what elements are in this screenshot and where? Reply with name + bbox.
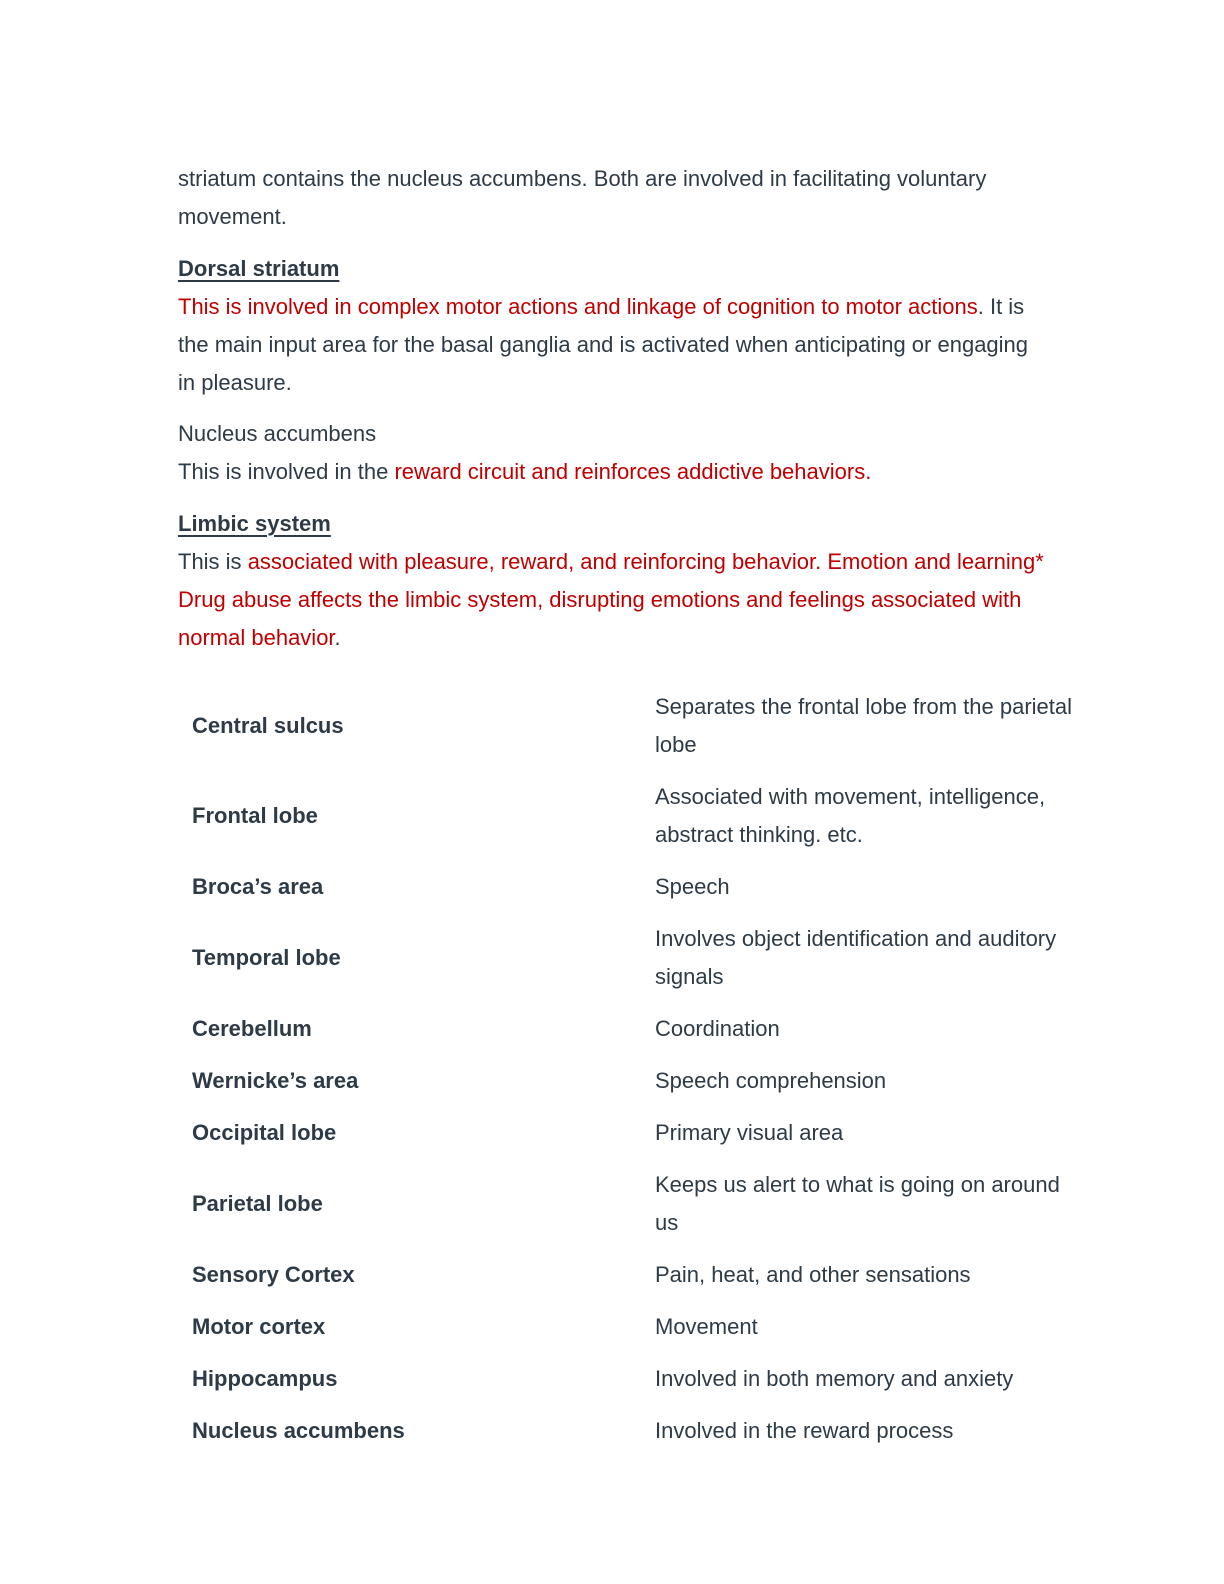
table-row (178, 1003, 1102, 1055)
term-cell: Hippocampus (192, 1366, 338, 1391)
term-cell: Sensory Cortex (192, 1262, 355, 1287)
nucleus-accumbens-dark-text: This is involved in the (178, 459, 395, 484)
definition-cell: Speech (655, 874, 730, 899)
table-row (178, 1055, 1102, 1107)
definition-cell: Pain, heat, and other sensations (655, 1262, 971, 1287)
definition-cell: Involves object identification and auditory signals (655, 926, 1057, 989)
definition-cell: Involved in the reward process (655, 1418, 954, 1443)
limbic-system-red-text: associated with pleasure, reward, and reinforcing behavior. Emotion and learning* Drug abuse affects the limbic system, disrupting emotions and feelings associated with normal behavior (178, 549, 1044, 650)
definition-cell: Movement (655, 1314, 758, 1339)
definition-cell: Speech comprehension (655, 1068, 887, 1093)
definition-cell: Primary visual area (655, 1120, 844, 1145)
brain-regions-table (178, 681, 1102, 1457)
definition-cell: Associated with movement, intelligence, abstract thinking. etc. (655, 784, 1046, 847)
term-cell: Motor cortex (192, 1314, 326, 1339)
term-cell: Broca’s area (192, 874, 324, 899)
limbic-system-dark-lead: This is (178, 549, 248, 574)
table-row (178, 1107, 1102, 1159)
term-cell: Nucleus accumbens (192, 1418, 405, 1443)
nucleus-accumbens-title: Nucleus accumbens (178, 421, 377, 446)
intro-text: striatum contains the nucleus accumbens. Both are involved in facilitating voluntary movement. (178, 166, 987, 229)
table-row (178, 1159, 1102, 1249)
nucleus-accumbens-paragraph (178, 415, 1046, 491)
table-row (178, 1405, 1102, 1457)
table-row (178, 771, 1102, 861)
term-cell: Temporal lobe (192, 945, 341, 970)
table-row (178, 913, 1102, 1003)
limbic-system-paragraph (178, 543, 1046, 657)
brain-regions-table-body (178, 681, 1102, 1457)
term-cell: Cerebellum (192, 1016, 312, 1041)
limbic-system-dark-tail: . (334, 625, 341, 650)
intro-paragraph (178, 160, 1046, 236)
term-cell: Wernicke’s area (192, 1068, 359, 1093)
dorsal-striatum-dark-text: . It is the main input area for the basal ganglia and is activated when anticipating or engaging in pleasure. (178, 294, 1029, 395)
definition-cell: Separates the frontal lobe from the parietal lobe (655, 694, 1073, 757)
term-cell: Occipital lobe (192, 1120, 337, 1145)
definition-cell: Involved in both memory and anxiety (655, 1366, 1014, 1391)
term-cell: Central sulcus (192, 713, 344, 738)
dorsal-striatum-red-text: This is involved in complex motor actions and linkage of cognition to motor actions (178, 294, 978, 319)
definition-cell: Keeps us alert to what is going on around us (655, 1172, 1060, 1235)
limbic-system-heading: Limbic system (178, 511, 331, 536)
nucleus-accumbens-red-text: reward circuit and reinforces addictive behaviors. (394, 459, 872, 484)
dorsal-striatum-heading: Dorsal striatum (178, 256, 340, 281)
table-row (178, 1353, 1102, 1405)
definition-cell: Coordination (655, 1016, 780, 1041)
term-cell: Parietal lobe (192, 1191, 323, 1216)
table-row (178, 681, 1102, 771)
table-row (178, 1249, 1102, 1301)
table-row (178, 1301, 1102, 1353)
dorsal-striatum-paragraph (178, 288, 1046, 402)
table-row (178, 861, 1102, 913)
term-cell: Frontal lobe (192, 803, 318, 828)
